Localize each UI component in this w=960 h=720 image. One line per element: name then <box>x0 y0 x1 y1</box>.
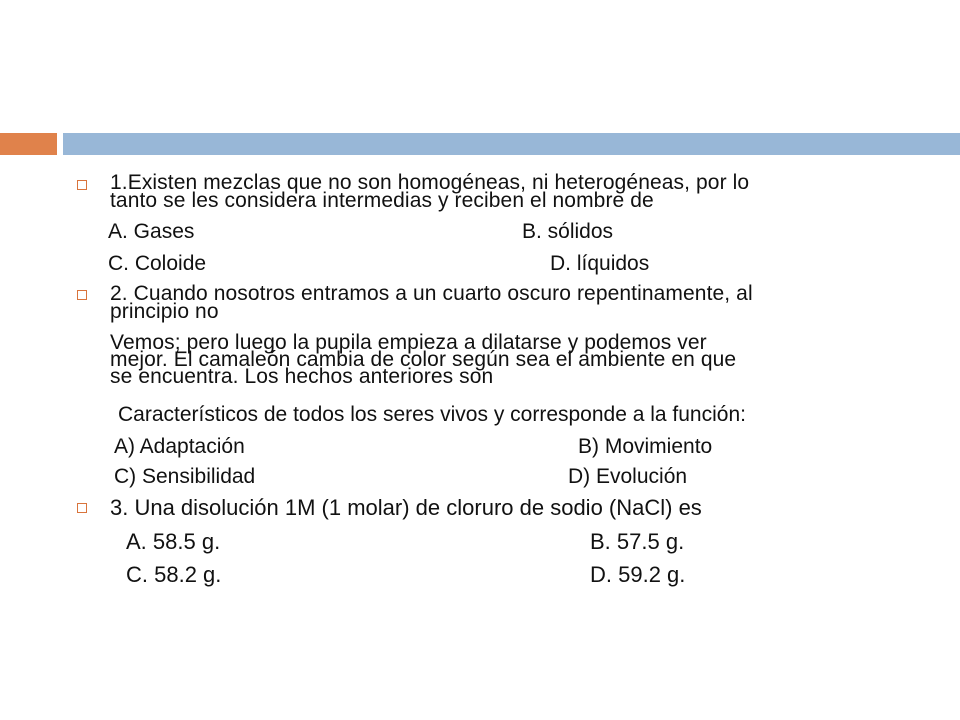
bullet-square-icon <box>77 180 87 190</box>
q3-option-d: D. 59.2 g. <box>590 562 686 587</box>
q1-line-2: tanto se les considera intermedias y reciben el nombre de <box>110 189 654 212</box>
q2-line-1: 2. Cuando nosotros entramos a un cuarto oscuro repentinamente, al <box>110 282 753 305</box>
q2-option-b: B) Movimiento <box>578 435 713 458</box>
q2-line-6: Característicos de todos los seres vivos y corresponde a la función: <box>118 403 746 426</box>
q1-option-b: B. sólidos <box>522 220 614 243</box>
q3-option-b: B. 57.5 g. <box>590 529 685 554</box>
q1-line-1: 1.Existen mezclas que no son homogéneas, ni heterogéneas, por lo <box>110 171 750 194</box>
q1-option-a: A. Gases <box>108 220 195 243</box>
q2-line-2: principio no <box>110 300 219 323</box>
bullet-square-icon <box>77 290 87 300</box>
q2-line-3: Vemos; pero luego la pupila empieza a dilatarse y podemos ver <box>110 331 707 354</box>
q2-option-d: D) Evolución <box>568 465 688 488</box>
q2-line-5: se encuentra. Los hechos anteriores son <box>110 365 494 388</box>
q2-line-4: mejor. El camaleón cambia de color según sea el ambiente en que <box>110 348 737 371</box>
q3-option-a: A. 58.5 g. <box>126 529 221 554</box>
q2-option-a: A) Adaptación <box>114 435 245 458</box>
q3-option-c: C. 58.2 g. <box>126 562 222 587</box>
q1-option-d: D. líquidos <box>550 252 650 275</box>
q1-option-c: C. Coloide <box>108 252 207 275</box>
q2-option-c: C) Sensibilidad <box>114 465 256 488</box>
q3-line-1: 3. Una disolución 1M (1 molar) de cloruro de sodio (NaCl) es <box>110 495 702 520</box>
bullet-square-icon <box>77 503 87 513</box>
